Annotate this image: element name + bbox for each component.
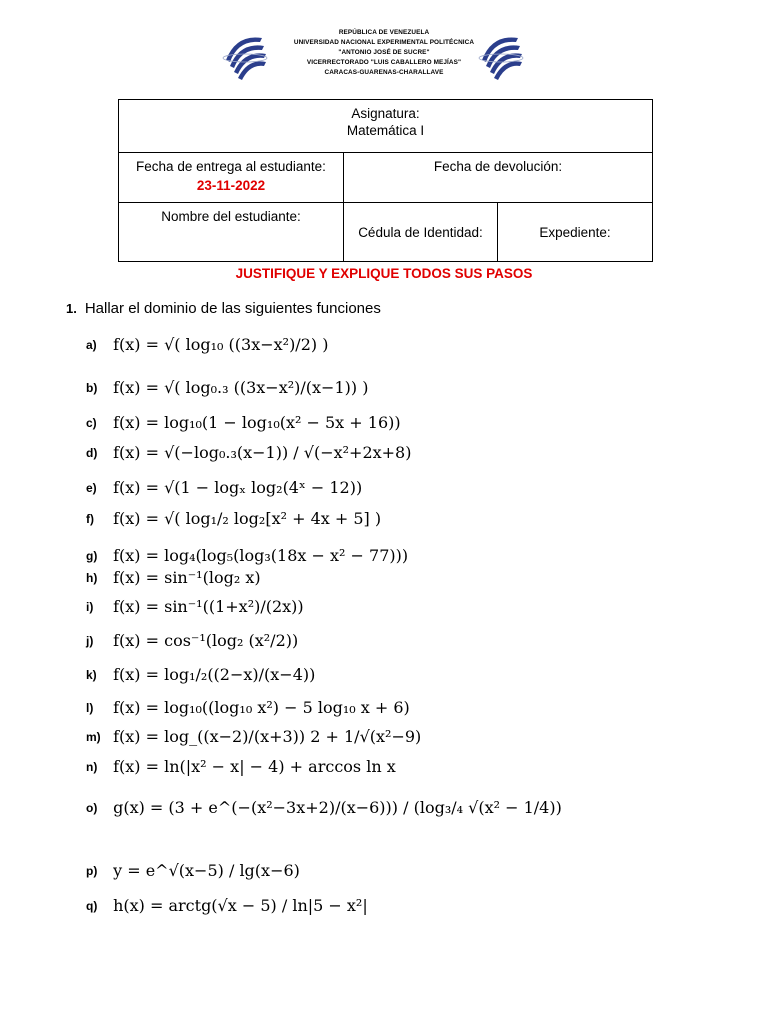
- item-formula: f(x) = √( log₀.₃ ((3x−x²)/(x−1)) ): [113, 378, 369, 397]
- item-q: [86, 895, 368, 915]
- item-label: d): [86, 445, 98, 460]
- nombre-label: Nombre del estudiante:: [161, 209, 301, 224]
- item-label: o): [86, 800, 98, 815]
- item-label: e): [86, 480, 97, 495]
- item-f: [86, 508, 381, 528]
- item-i: [86, 596, 304, 616]
- cedula-label: Cédula de Identidad:: [358, 224, 483, 240]
- item-formula: f(x) = log_((x−2)/(x+3)) 2 + 1/√(x²−9): [113, 727, 422, 746]
- item-formula: f(x) = sin⁻¹((1+x²)/(2x)): [113, 597, 304, 616]
- fecha-devolucion-cell: [344, 153, 653, 203]
- institution-line: "ANTONIO JOSÉ DE SUCRE": [338, 49, 430, 56]
- asignatura-cell: [119, 100, 653, 153]
- item-label: f): [86, 511, 94, 526]
- institution-line: CARACAS-GUARENAS-CHARALLAVE: [324, 69, 444, 76]
- item-formula: h(x) = arctg(√x − 5) / ln|5 − x²|: [113, 896, 368, 915]
- item-formula: f(x) = log₁₀((log₁₀ x²) − 5 log₁₀ x + 6): [113, 698, 410, 717]
- item-label: m): [86, 729, 101, 744]
- item-formula: f(x) = √( log₁/₂ log₂[x² + 4x + 5] ): [113, 509, 382, 528]
- question-1: [66, 300, 381, 317]
- nombre-cell: [119, 203, 344, 262]
- item-m: [86, 726, 421, 746]
- item-j: [86, 630, 298, 650]
- fecha-entrega-label: Fecha de entrega al estudiante:: [136, 159, 326, 174]
- item-o: [86, 797, 562, 817]
- expediente-cell: [498, 203, 653, 262]
- item-p: [86, 860, 300, 880]
- item-label: n): [86, 759, 98, 774]
- cedula-cell: [344, 203, 498, 262]
- item-formula: f(x) = log₄(log₅(log₃(18x − x² − 77))): [113, 546, 409, 565]
- item-label: j): [86, 633, 94, 648]
- expediente-label: Expediente:: [539, 224, 611, 240]
- item-c: [86, 412, 401, 432]
- item-label: q): [86, 898, 98, 913]
- item-k: [86, 664, 315, 684]
- item-formula: f(x) = ln(|x² − x| − 4) + arccos ln x: [113, 757, 396, 776]
- document-header: [0, 24, 768, 94]
- item-d: [86, 442, 411, 462]
- question-number: 1.: [66, 301, 77, 316]
- institution-line: UNIVERSIDAD NACIONAL EXPERIMENTAL POLITÉCNICA: [293, 39, 475, 46]
- fecha-devolucion-label: Fecha de devolución:: [433, 159, 563, 174]
- item-label: i): [86, 599, 94, 614]
- item-h: [86, 567, 261, 587]
- asignatura-label: Asignatura:: [351, 106, 420, 121]
- item-formula: f(x) = log₁/₂((2−x)/(x−4)): [113, 665, 316, 684]
- item-label: h): [86, 570, 98, 585]
- item-formula: f(x) = √(1 − logₓ log₂(4ˣ − 12)): [113, 478, 363, 497]
- item-label: c): [86, 415, 97, 430]
- item-label: b): [86, 380, 98, 395]
- question-text: Hallar el dominio de las siguientes funciones: [84, 300, 381, 317]
- item-label: l): [86, 700, 94, 715]
- item-formula: f(x) = √(−log₀.₃(x−1)) / √(−x²+2x+8): [113, 443, 412, 462]
- item-g: [86, 545, 408, 565]
- item-formula: y = e^√(x−5) / lg(x−6): [113, 861, 300, 880]
- instruction-heading: JUSTIFIQUE Y EXPLIQUE TODOS SUS PASOS: [235, 266, 533, 281]
- university-logo-icon: [478, 30, 524, 86]
- item-a: [86, 334, 328, 354]
- item-label: k): [86, 667, 97, 682]
- item-formula: f(x) = √( log₁₀ ((3x−x²)/2) ): [113, 335, 329, 354]
- university-logo-icon: [222, 30, 268, 86]
- item-b: [86, 377, 368, 397]
- fecha-entrega-value: 23-11-2022: [196, 178, 266, 193]
- item-l: [86, 697, 410, 717]
- item-formula: f(x) = log₁₀(1 − log₁₀(x² − 5x + 16)): [113, 413, 401, 432]
- item-n: [86, 756, 396, 776]
- institution-line: VICERRECTORADO "LUIS CABALLERO MEJÍAS": [306, 59, 462, 66]
- asignatura-value: Matemática I: [346, 123, 425, 138]
- item-formula: f(x) = sin⁻¹(log₂ x): [113, 568, 261, 587]
- institution-lines: [270, 28, 498, 78]
- item-label: g): [86, 548, 98, 563]
- item-formula: g(x) = (3 + e^(−(x²−3x+2)/(x−6))) / (log₃/₄ √(x² − 1/4)): [113, 798, 562, 817]
- item-label: a): [86, 337, 97, 352]
- institution-line: REPÚBLICA DE VENEZUELA: [338, 29, 430, 36]
- info-table: [118, 99, 653, 262]
- fecha-entrega-cell: [119, 153, 344, 203]
- item-formula: f(x) = cos⁻¹(log₂ (x²/2)): [113, 631, 299, 650]
- item-label: p): [86, 863, 98, 878]
- item-e: [86, 477, 362, 497]
